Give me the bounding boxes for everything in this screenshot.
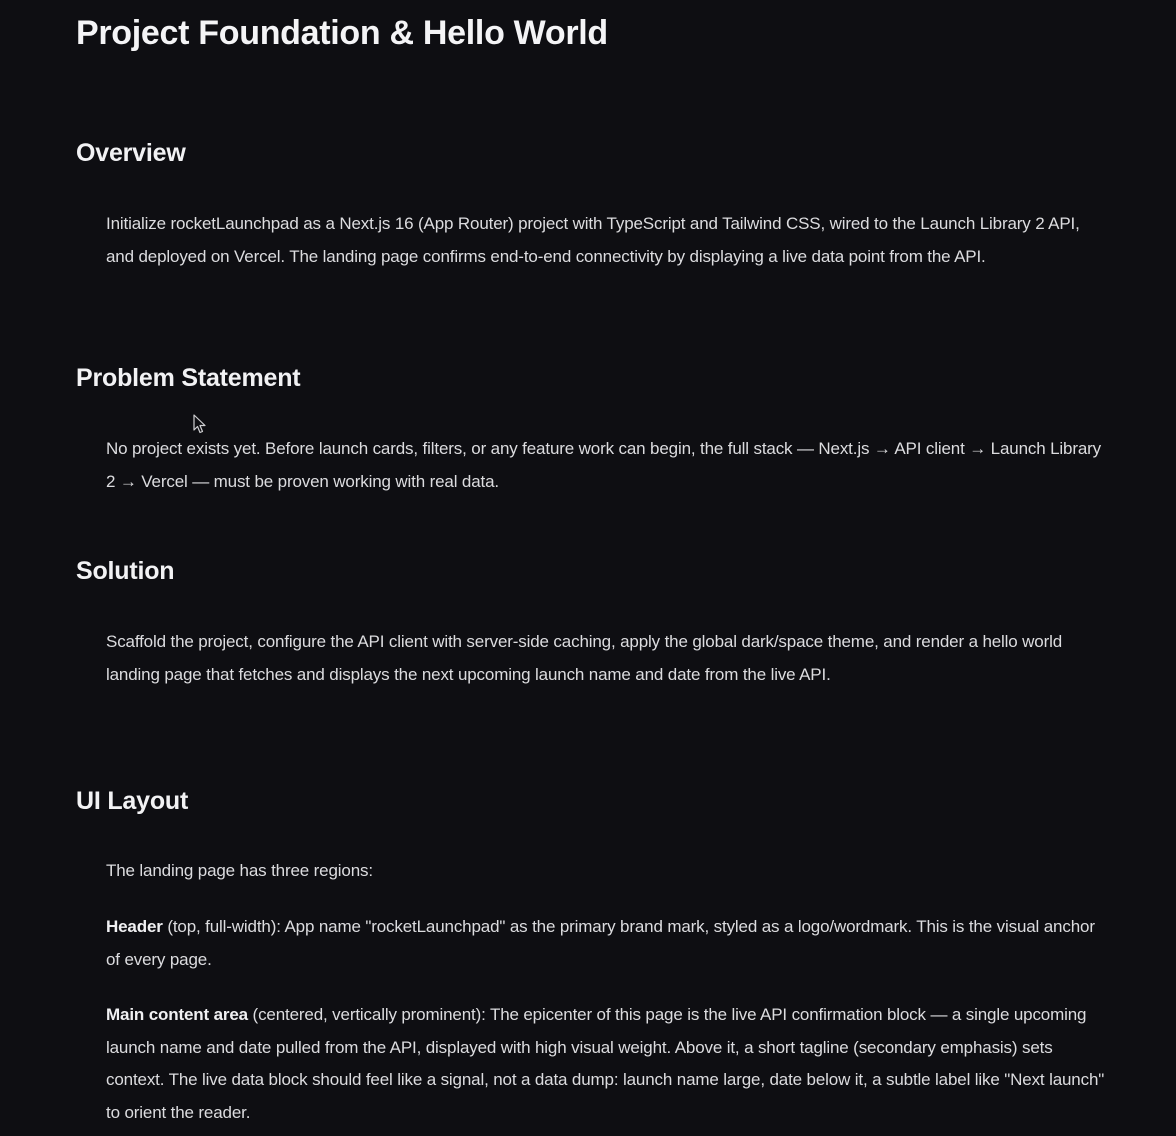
ui-layout-heading: UI Layout xyxy=(76,787,189,815)
overview-body: Initialize rocketLaunchpad as a Next.js 16 (App Router) project with TypeScript and Tailwind CSS, wired to the Launch Library 2 API, and deployed on Vercel. The landing page confirms end-to-end connectivity by displaying a live data point from the API. xyxy=(106,214,1080,266)
header-region-description xyxy=(106,911,1106,976)
problem-statement-body: No project exists yet. Before launch cards, filters, or any feature work can begin, the full stack — Next.js → API client → Launch Library 2 → Vercel — must be proven working with real data. xyxy=(106,439,1102,491)
solution-heading: Solution xyxy=(76,557,175,585)
ui-layout-intro: The landing page has three regions: xyxy=(106,861,373,880)
main-region-body: (centered, vertically prominent): The epicenter of this page is the live API confirmation block — a single upcoming launch name and date pulled from the API, displayed with high visual weight. Above it, a short tagline (secondary emphasis) sets context. The live data block should feel like a signal, not a data dump: launch name large, date below it, a subtle label like "Next launch" to orient the reader. xyxy=(106,1005,1105,1122)
mouse-cursor-icon xyxy=(193,414,207,434)
overview-heading: Overview xyxy=(76,139,186,167)
header-region-label: Header xyxy=(106,917,163,936)
problem-statement-heading: Problem Statement xyxy=(76,364,301,392)
main-region-description xyxy=(106,999,1106,1129)
page-title: Project Foundation & Hello World xyxy=(76,14,608,52)
solution-body: Scaffold the project, configure the API client with server-side caching, apply the global dark/space theme, and render a hello world landing page that fetches and displays the next upcoming launch name and date from the live API. xyxy=(106,632,1063,684)
header-region-body: (top, full-width): App name "rocketLaunchpad" as the primary brand mark, styled as a logo/wordmark. This is the visual anchor of every page. xyxy=(106,917,1095,969)
main-region-label: Main content area xyxy=(106,1005,248,1024)
